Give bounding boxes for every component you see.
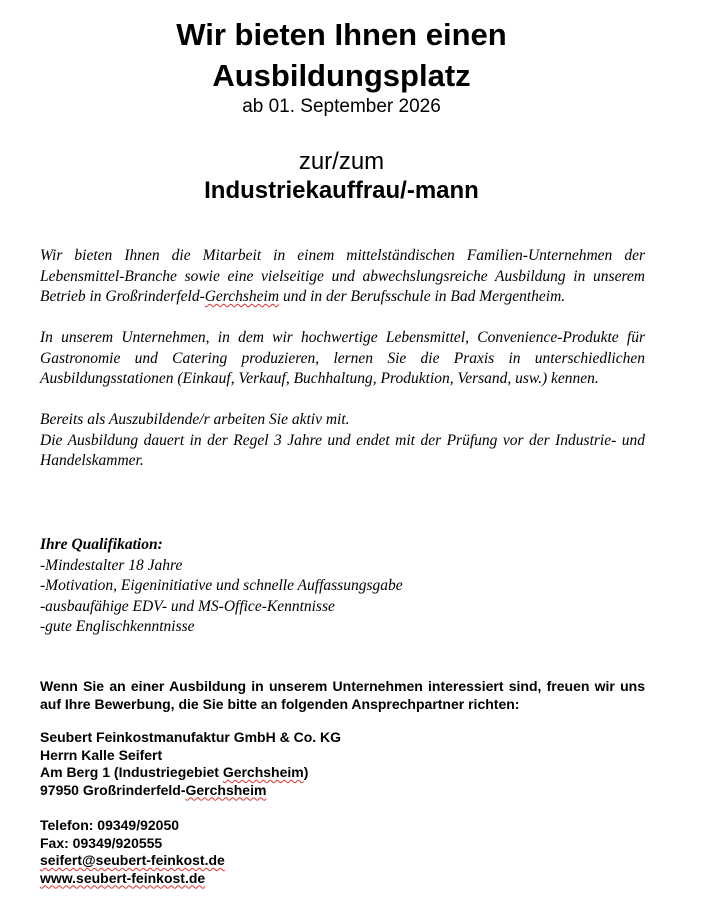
qualification-item: -ausbaufähige EDV- und MS-Office-Kenntnisse xyxy=(40,597,335,615)
street-text-end: ) xyxy=(303,764,309,780)
qualification-item: -Motivation, Eigeninitiative und schnelle Auffassungsgabe xyxy=(40,577,403,594)
email-link[interactable] xyxy=(40,852,645,870)
spellcheck-word: Gerchsheim xyxy=(185,781,267,798)
city-address xyxy=(40,782,645,800)
spacer xyxy=(40,390,645,411)
contact-details xyxy=(40,817,645,887)
spellcheck-word: Gerchsheim xyxy=(204,288,280,305)
intro-paragraph-1-start: Wir bieten Ihnen die Mitarbeit in einem mittelständischen Familien-Unternehmen der Lebensmittel-Branche sowie eine vielseitige und abwechslungsreiche Ausbildung in unserem Betrieb in Großrinderfeld- xyxy=(40,247,645,305)
intro-paragraph-3-line-1: Bereits als Auszubildende/r arbeiten Sie aktiv mit. xyxy=(40,411,350,428)
spellcheck-word: Gerchsheim xyxy=(222,764,304,780)
company-name: Seubert Feinkostmanufaktur GmbH & Co. KG xyxy=(40,729,342,745)
qualification-item: -Mindestalter 18 Jahre xyxy=(40,556,183,574)
position-title: Industriekauffrau/-mann xyxy=(204,177,479,204)
email-text[interactable]: seifert@seubert-feinkost.de xyxy=(40,852,225,868)
intro-paragraph-2: In unserem Unternehmen, in dem wir hochwertige Lebensmittel, Convenience-Produkte für Gastronomie und Catering produzieren, lernen Sie die Praxis in unterschiedlichen Ausbildungsstationen (Einkauf, Verkauf, Buchhaltung, Produktion, Versand, usw.) kennen. xyxy=(40,329,645,387)
qualifications xyxy=(40,535,645,638)
position-block xyxy=(0,148,683,206)
application-text xyxy=(40,678,645,713)
intro-paragraph-3-line-2: Die Ausbildung dauert in der Regel 3 Jahre und endet mit der Prüfung vor der Industrie- und Handelskammer. xyxy=(40,431,645,469)
city-text: 97950 Großrinderfeld- xyxy=(40,781,186,798)
contact-person: Herrn Kalle Seifert xyxy=(40,746,163,763)
qualification-item: -gute Englischkenntnisse xyxy=(40,618,195,635)
start-date: ab 01. September 2026 xyxy=(242,96,441,117)
qualifications-title: Ihre Qualifikation: xyxy=(40,536,163,553)
street-text: Am Berg 1 (Industriegebiet xyxy=(40,764,223,780)
street-address xyxy=(40,764,645,782)
intro-text xyxy=(40,246,645,472)
position-prefix: zur/zum xyxy=(298,148,385,175)
contact-address xyxy=(40,729,645,799)
spacer xyxy=(40,308,645,329)
intro-paragraph-1 xyxy=(40,246,645,308)
website-text[interactable]: www.seubert-feinkost.de xyxy=(40,869,206,886)
intro-paragraph-1-end: und in der Berufsschule in Bad Mergentheim. xyxy=(279,288,566,305)
fax-number: Fax: 09349/920555 xyxy=(40,834,163,851)
website-link[interactable] xyxy=(40,870,645,888)
title-line-1: Wir bieten Ihnen einen xyxy=(176,17,507,52)
title-line-2: Ausbildungsplatz xyxy=(212,58,471,93)
header xyxy=(0,14,683,118)
application-paragraph: Wenn Sie an einer Ausbildung in unserem Unternehmen interessiert sind, freuen wir uns auf Ihre Bewerbung, die Sie bitte an folgenden Ansprechpartner richten: xyxy=(40,678,645,712)
phone-number: Telefon: 09349/92050 xyxy=(40,817,180,833)
